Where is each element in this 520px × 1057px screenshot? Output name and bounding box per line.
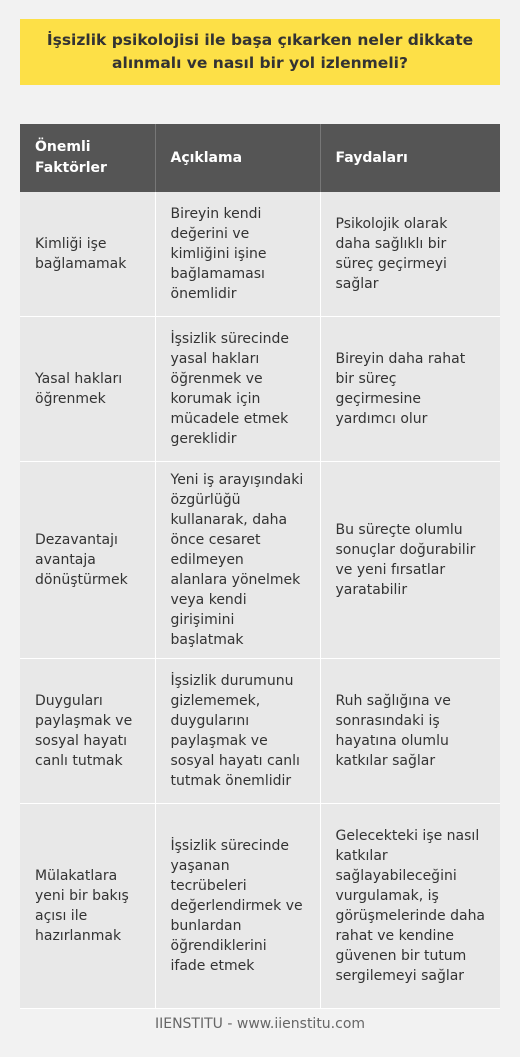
description-cell: İşsizlik sürecinde yaşanan tecrübeleri değerlendirmek ve bunlardan öğrendiklerini ifade etmek [155, 804, 320, 1009]
description-cell: İşsizlik durumunu gizlememek, duygularını paylaşmak ve sosyal hayatı canlı tutmak önemlidir [155, 659, 320, 804]
title-banner [20, 19, 500, 85]
factor-cell: Kimliği işe bağlamamak [20, 192, 155, 317]
table-row [20, 192, 500, 317]
factor-cell: Mülakatlara yeni bir bakış açısı ile hazırlanmak [20, 804, 155, 1009]
header-factors: Önemli Faktörler [20, 124, 155, 192]
benefit-cell: Bireyin daha rahat bir süreç geçirmesine yardımcı olur [320, 317, 500, 462]
description-cell: Bireyin kendi değerini ve kimliğini işine bağlamaması önemlidir [155, 192, 320, 317]
page-title: İşsizlik psikolojisi ile başa çıkarken neler dikkate alınmalı ve nasıl bir yol izlenmeli? [46, 31, 474, 72]
table-header-row [20, 124, 500, 192]
table-row [20, 659, 500, 804]
benefit-cell: Gelecekteki işe nasıl katkılar sağlayabileceğini vurgulamak, iş görüşmelerinde daha rahat ve kendine güvenen bir tutum sergilemeyi sağlar [320, 804, 500, 1009]
header-benefits: Faydaları [320, 124, 500, 192]
table-row [20, 462, 500, 659]
header-description: Açıklama [155, 124, 320, 192]
footer-credit: IIENSTITU - www.iienstitu.com [154, 1016, 366, 1032]
factor-cell: Dezavantajı avantaja dönüştürmek [20, 462, 155, 659]
factor-cell: Duyguları paylaşmak ve sosyal hayatı canlı tutmak [20, 659, 155, 804]
table-row [20, 804, 500, 1009]
benefit-cell: Bu süreçte olumlu sonuçlar doğurabilir ve yeni fırsatlar yaratabilir [320, 462, 500, 659]
factor-cell: Yasal hakları öğrenmek [20, 317, 155, 462]
benefit-cell: Ruh sağlığına ve sonrasındaki iş hayatına olumlu katkılar sağlar [320, 659, 500, 804]
table-row [20, 317, 500, 462]
description-cell: İşsizlik sürecinde yasal hakları öğrenmek ve korumak için mücadele etmek gereklidir [155, 317, 320, 462]
description-cell: Yeni iş arayışındaki özgürlüğü kullanarak, daha önce cesaret edilmeyen alanlara yönelmek veya kendi girişimini başlatmak [155, 462, 320, 659]
factors-table [20, 124, 500, 1009]
benefit-cell: Psikolojik olarak daha sağlıklı bir süreç geçirmeyi sağlar [320, 192, 500, 317]
